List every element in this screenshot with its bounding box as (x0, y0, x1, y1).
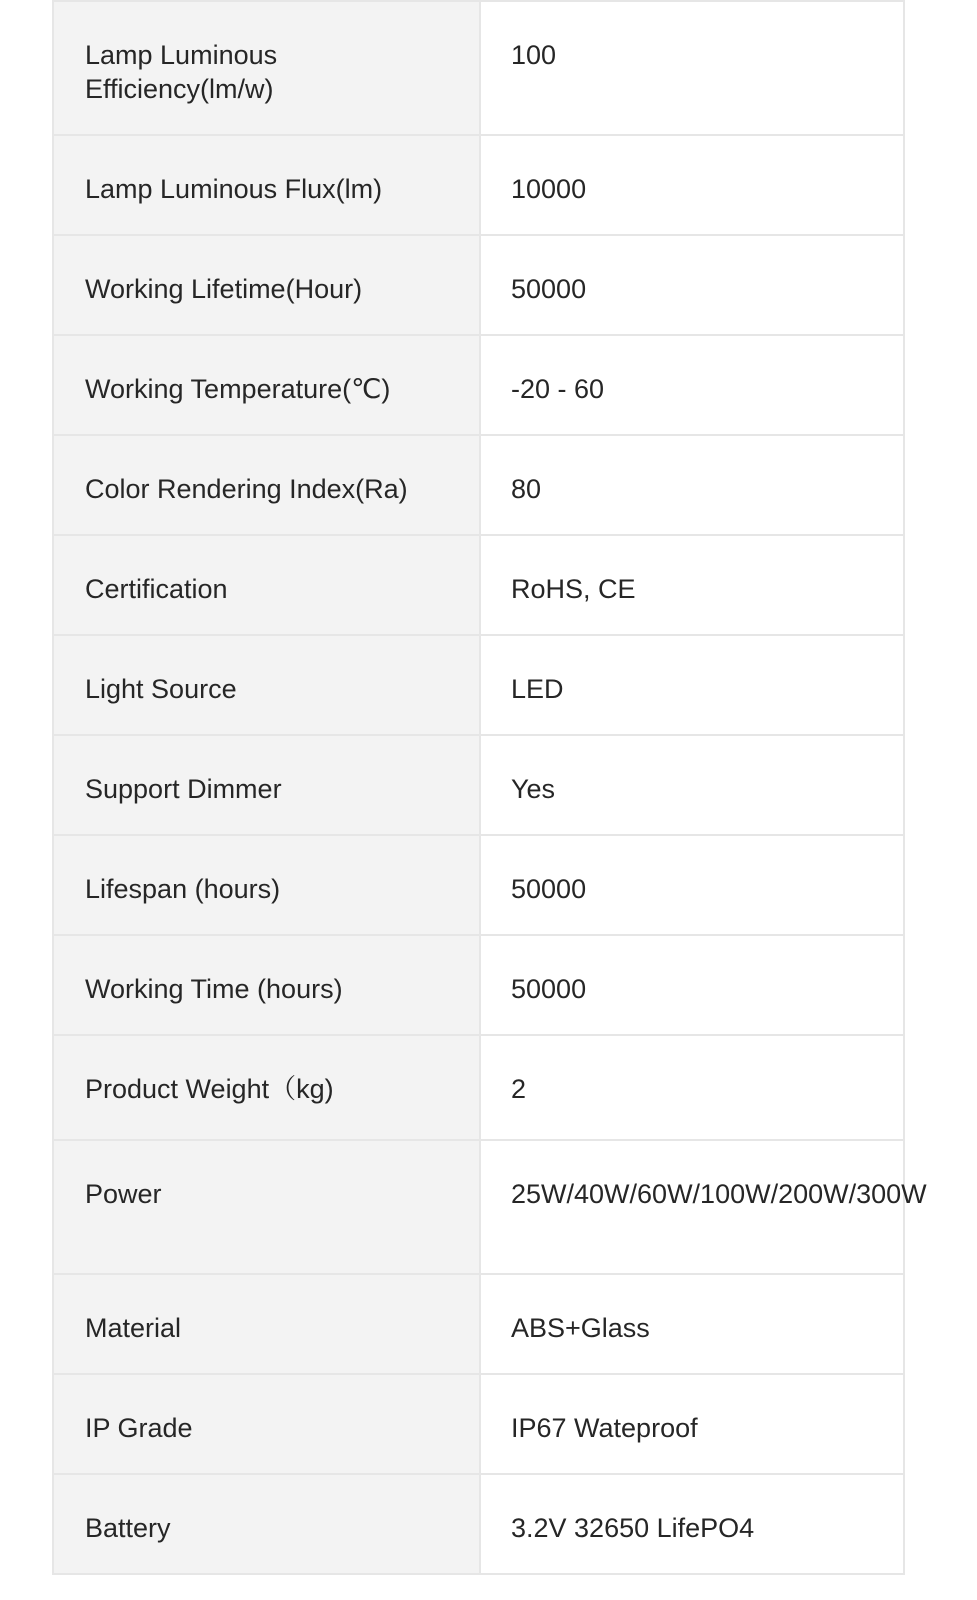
spec-label: Working Time (hours) (53, 935, 480, 1035)
table-row (53, 1140, 904, 1274)
spec-label: Light Source (53, 635, 480, 735)
table-row (53, 1474, 904, 1574)
table-row (53, 435, 904, 535)
spec-value: RoHS, CE (480, 535, 904, 635)
spec-value: 100 (480, 1, 904, 135)
spec-value: 50000 (480, 935, 904, 1035)
spec-label: Working Temperature(℃) (53, 335, 480, 435)
spec-value: 10000 (480, 135, 904, 235)
table-row (53, 835, 904, 935)
spec-label: IP Grade (53, 1374, 480, 1474)
table-row (53, 235, 904, 335)
spec-value: -20 - 60 (480, 335, 904, 435)
table-row (53, 535, 904, 635)
spec-label: Lamp Luminous Efficiency(lm/w) (53, 1, 480, 135)
spec-label: Material (53, 1274, 480, 1374)
spec-label: Certification (53, 535, 480, 635)
spec-label: Support Dimmer (53, 735, 480, 835)
table-row (53, 635, 904, 735)
spec-label: Color Rendering Index(Ra) (53, 435, 480, 535)
spec-value: ABS+Glass (480, 1274, 904, 1374)
spec-label: Lifespan (hours) (53, 835, 480, 935)
spec-value: 25W/40W/60W/100W/200W/300W (480, 1140, 904, 1274)
table-row (53, 335, 904, 435)
table-row (53, 1, 904, 135)
table-row (53, 1035, 904, 1140)
spec-label: Battery (53, 1474, 480, 1574)
spec-label: Working Lifetime(Hour) (53, 235, 480, 335)
spec-value: 80 (480, 435, 904, 535)
spec-label: Lamp Luminous Flux(lm) (53, 135, 480, 235)
spec-value: 2 (480, 1035, 904, 1140)
product-spec-table (52, 0, 927, 1575)
table-row (53, 135, 904, 235)
spec-value: 50000 (480, 235, 904, 335)
spec-label: Product Weight（kg) (53, 1035, 480, 1140)
table-row (53, 1274, 904, 1374)
spec-value: IP67 Wateproof (480, 1374, 904, 1474)
table-row (53, 935, 904, 1035)
table-row (53, 735, 904, 835)
table-row (53, 1374, 904, 1474)
spec-value: 50000 (480, 835, 904, 935)
spec-label: Power (53, 1140, 480, 1274)
spec-value: Yes (480, 735, 904, 835)
spec-value: LED (480, 635, 904, 735)
spec-value: 3.2V 32650 LifePO4 (480, 1474, 904, 1574)
